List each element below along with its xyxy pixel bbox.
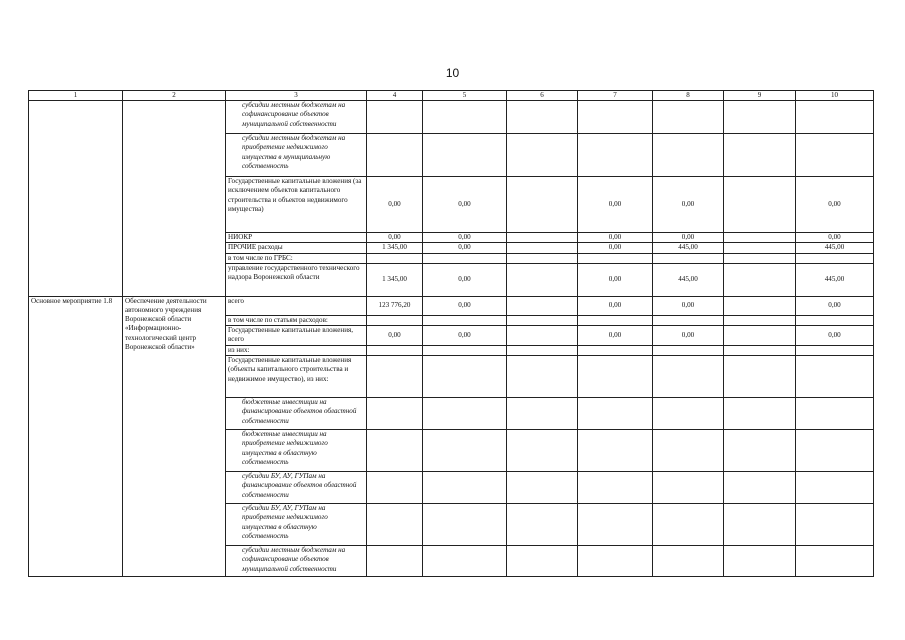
value-cell-col8	[653, 430, 724, 472]
cell-col2	[123, 101, 226, 297]
column-header-3: 3	[226, 91, 367, 101]
value-cell-col8: 0,00	[653, 233, 724, 243]
column-header-5: 5	[423, 91, 507, 101]
row-label: субсидии БУ, АУ, ГУПам на финансирование объектов областной собственности	[226, 472, 367, 504]
value-cell-col9	[724, 134, 796, 177]
row-label: субсидии БУ, АУ, ГУПам на приобретение недвижимого имущества в областную собственность	[226, 504, 367, 546]
value-cell-col9	[724, 243, 796, 253]
value-cell-col6	[507, 134, 578, 177]
budget-table	[28, 90, 874, 577]
value-cell-col6	[507, 546, 578, 577]
value-cell-col4	[367, 546, 423, 577]
value-cell-col7	[578, 398, 653, 430]
page-number: 10	[445, 66, 460, 80]
value-cell-col4	[367, 504, 423, 546]
value-cell-col8	[653, 101, 724, 134]
value-cell-col4	[367, 101, 423, 134]
value-cell-col5	[423, 546, 507, 577]
row-label: субсидии местным бюджетам на софинансирование объектов муниципальной собственности	[226, 546, 367, 577]
value-cell-col6	[507, 296, 578, 315]
value-cell-col5	[423, 356, 507, 398]
value-cell-col4	[367, 356, 423, 398]
column-header-8: 8	[653, 91, 724, 101]
value-cell-col4	[367, 398, 423, 430]
value-cell-col6	[507, 263, 578, 296]
value-cell-col9	[724, 504, 796, 546]
value-cell-col7: 0,00	[578, 243, 653, 253]
row-label: из них:	[226, 345, 367, 355]
value-cell-col10	[796, 345, 874, 355]
value-cell-col9	[724, 233, 796, 243]
measure-number: Основное мероприятие 1.8	[29, 296, 123, 576]
value-cell-col8	[653, 504, 724, 546]
value-cell-col6	[507, 315, 578, 325]
value-cell-col7	[578, 315, 653, 325]
value-cell-col9	[724, 177, 796, 233]
value-cell-col9	[724, 472, 796, 504]
column-header-6: 6	[507, 91, 578, 101]
cell-col1	[29, 101, 123, 297]
value-cell-col9	[724, 263, 796, 296]
value-cell-col10	[796, 472, 874, 504]
value-cell-col7	[578, 253, 653, 263]
value-cell-col6	[507, 430, 578, 472]
value-cell-col6	[507, 345, 578, 355]
row-label: в том числе по статьям расходов:	[226, 315, 367, 325]
value-cell-col8: 445,00	[653, 243, 724, 253]
measure-name: Обеспечение деятельности автономного учреждения Воронежской области «Информационно-технологический центр Воронежской области»	[123, 296, 226, 576]
value-cell-col5	[423, 398, 507, 430]
value-cell-col6	[507, 243, 578, 253]
value-cell-col5	[423, 345, 507, 355]
column-header-1: 1	[29, 91, 123, 101]
value-cell-col10	[796, 253, 874, 263]
value-cell-col5	[423, 430, 507, 472]
value-cell-col9	[724, 345, 796, 355]
value-cell-col10: 445,00	[796, 263, 874, 296]
value-cell-col7: 0,00	[578, 177, 653, 233]
value-cell-col10: 0,00	[796, 325, 874, 345]
value-cell-col7	[578, 430, 653, 472]
value-cell-col4: 1 345,00	[367, 263, 423, 296]
column-header-9: 9	[724, 91, 796, 101]
value-cell-col9	[724, 546, 796, 577]
value-cell-col6	[507, 233, 578, 243]
value-cell-col8	[653, 472, 724, 504]
value-cell-col10: 445,00	[796, 243, 874, 253]
value-cell-col9	[724, 325, 796, 345]
value-cell-col9	[724, 296, 796, 315]
value-cell-col4	[367, 315, 423, 325]
value-cell-col7	[578, 101, 653, 134]
value-cell-col5: 0,00	[423, 177, 507, 233]
value-cell-col10	[796, 134, 874, 177]
value-cell-col6	[507, 253, 578, 263]
value-cell-col9	[724, 398, 796, 430]
value-cell-col7	[578, 356, 653, 398]
value-cell-col4	[367, 472, 423, 504]
value-cell-col7	[578, 345, 653, 355]
value-cell-col6	[507, 472, 578, 504]
value-cell-col10	[796, 356, 874, 398]
row-label: субсидии местным бюджетам на софинансирование объектов муниципальной собственности	[226, 101, 367, 134]
value-cell-col10	[796, 101, 874, 134]
column-header-2: 2	[123, 91, 226, 101]
value-cell-col9	[724, 430, 796, 472]
value-cell-col10: 0,00	[796, 296, 874, 315]
value-cell-col7: 0,00	[578, 296, 653, 315]
value-cell-col4	[367, 253, 423, 263]
value-cell-col8	[653, 356, 724, 398]
value-cell-col8: 445,00	[653, 263, 724, 296]
value-cell-col8	[653, 345, 724, 355]
value-cell-col7	[578, 504, 653, 546]
value-cell-col6	[507, 356, 578, 398]
value-cell-col8	[653, 315, 724, 325]
value-cell-col5: 0,00	[423, 296, 507, 315]
value-cell-col4	[367, 134, 423, 177]
row-label: управление государственного технического надзора Воронежской области	[226, 263, 367, 296]
row-label: Государственные капитальные вложения, всего	[226, 325, 367, 345]
value-cell-col7: 0,00	[578, 233, 653, 243]
value-cell-col5: 0,00	[423, 233, 507, 243]
value-cell-col10	[796, 398, 874, 430]
table-row	[29, 101, 874, 134]
value-cell-col6	[507, 398, 578, 430]
value-cell-col4: 0,00	[367, 233, 423, 243]
value-cell-col7	[578, 134, 653, 177]
value-cell-col5	[423, 134, 507, 177]
value-cell-col7	[578, 472, 653, 504]
value-cell-col10: 0,00	[796, 177, 874, 233]
value-cell-col4: 1 345,00	[367, 243, 423, 253]
value-cell-col5	[423, 472, 507, 504]
value-cell-col10	[796, 430, 874, 472]
value-cell-col9	[724, 315, 796, 325]
table-row	[29, 296, 874, 315]
value-cell-col9	[724, 101, 796, 134]
row-label: бюджетные инвестиции на финансирование объектов областной собственности	[226, 398, 367, 430]
value-cell-col6	[507, 325, 578, 345]
value-cell-col8	[653, 546, 724, 577]
row-label: в том числе по ГРБС:	[226, 253, 367, 263]
row-label: Государственные капитальные вложения (за исключением объектов капитального строительства и объектов недвижимого имущества)	[226, 177, 367, 233]
value-cell-col4: 0,00	[367, 177, 423, 233]
value-cell-col5: 0,00	[423, 243, 507, 253]
value-cell-col10	[796, 315, 874, 325]
value-cell-col8	[653, 134, 724, 177]
row-label: бюджетные инвестиции на приобретение недвижимого имущества в областную собственность	[226, 430, 367, 472]
value-cell-col8: 0,00	[653, 325, 724, 345]
value-cell-col5	[423, 101, 507, 134]
value-cell-col8: 0,00	[653, 296, 724, 315]
value-cell-col10	[796, 546, 874, 577]
row-label: всего	[226, 296, 367, 315]
value-cell-col7	[578, 546, 653, 577]
value-cell-col5	[423, 315, 507, 325]
value-cell-col9	[724, 356, 796, 398]
value-cell-col5	[423, 504, 507, 546]
row-label: субсидии местным бюджетам на приобретение недвижимого имущества в муниципальную собственность	[226, 134, 367, 177]
value-cell-col10: 0,00	[796, 233, 874, 243]
value-cell-col10	[796, 504, 874, 546]
value-cell-col4	[367, 345, 423, 355]
value-cell-col5: 0,00	[423, 325, 507, 345]
value-cell-col5	[423, 253, 507, 263]
column-header-4: 4	[367, 91, 423, 101]
row-label: НИОКР	[226, 233, 367, 243]
value-cell-col4: 123 776,20	[367, 296, 423, 315]
value-cell-col7: 0,00	[578, 325, 653, 345]
value-cell-col9	[724, 253, 796, 263]
value-cell-col4	[367, 430, 423, 472]
value-cell-col7: 0,00	[578, 263, 653, 296]
value-cell-col8: 0,00	[653, 177, 724, 233]
row-label: ПРОЧИЕ расходы	[226, 243, 367, 253]
value-cell-col8	[653, 253, 724, 263]
value-cell-col4: 0,00	[367, 325, 423, 345]
value-cell-col6	[507, 177, 578, 233]
column-number-header-row	[29, 91, 874, 101]
value-cell-col8	[653, 398, 724, 430]
value-cell-col6	[507, 101, 578, 134]
column-header-10: 10	[796, 91, 874, 101]
row-label: Государственные капитальные вложения (объекты капитального строительства и недвижимое имущество), из них:	[226, 356, 367, 398]
value-cell-col5: 0,00	[423, 263, 507, 296]
column-header-7: 7	[578, 91, 653, 101]
value-cell-col6	[507, 504, 578, 546]
